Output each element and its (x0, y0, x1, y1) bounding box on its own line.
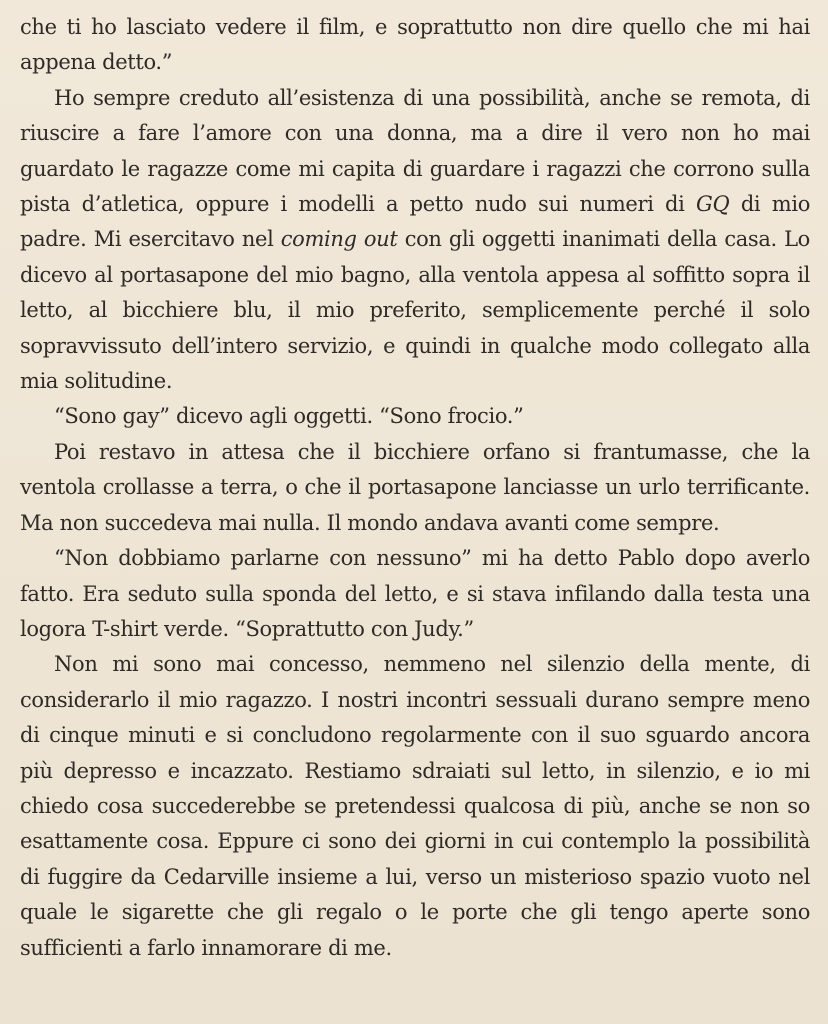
paragraph (20, 541, 817, 647)
body-text (20, 10, 817, 966)
italic-phrase: coming out (280, 227, 398, 252)
paragraph-text: che ti ho lasciato vedere il film, e soprattutto non dire quello che mi hai appena detto.” (20, 15, 817, 75)
paragraph-text: Poi restavo in attesa che il bicchiere orfano si frantumasse, che la ventola crollasse a terra, o che il portasapone lanciasse un urlo terrificante. Ma non succedeva mai nulla. Il mondo andava avanti come sempre. (20, 439, 817, 535)
paragraph-text: “Non dobbiamo parlarne con nessuno” mi ha detto Pablo dopo averlo fatto. Era seduto sulla sponda del letto, e si stava infilando dalla testa una logora T-shirt verde. “Soprattutto con Judy.” (20, 546, 817, 641)
paragraph (20, 399, 810, 434)
paragraph-text: con gli oggetti inanimati della casa. Lo dicevo al portasapone del mio bagno, alla ventola appesa al soffitto sopra il letto, al bicchiere blu, il mio preferito, semplicemente perché il solo sopravvissuto dell’intero servizio, e quindi in qualche modo collegato alla mia solitudine. (20, 227, 817, 394)
paragraph (20, 647, 817, 966)
paragraph-text: Non mi sono mai concesso, nemmeno nel silenzio della mente, di considerarlo il mio ragazzo. I nostri incontri sessuali durano sempre meno di cinque minuti e si concludono regolarmente con il suo sguardo ancora più depresso e incazzato. Restiamo sdraiati sul letto, in silenzio, e io mi chiedo cosa succederebbe se pretendessi qualcosa di più, anche se non so esattamente cosa. Eppure ci sono dei giorni in cui contemplo la possibilità di fuggire da Cedarville insieme a lui, verso un misterioso spazio vuoto nel quale le sigarette che gli regalo o le porte che gli tengo aperte sono sufficienti a farlo innamorare di me. (20, 652, 817, 960)
paragraph-text: di mio padre. Mi esercitavo nel (20, 192, 817, 252)
paragraph (20, 81, 817, 400)
paragraph-text: “Sono gay” dicevo agli oggetti. “Sono frocio.” (54, 404, 524, 429)
paragraph-text: Ho sempre creduto all’esistenza di una possibilità, anche se remota, di riuscire a fare l’amore con una donna, ma a dire il vero non ho mai guardato le ragazze come mi capita di guardare i ragazzi che corrono sulla pista d’atletica, oppure i modelli a petto nudo sui numeri di (20, 85, 817, 217)
magazine-title: GQ (696, 192, 730, 217)
paragraph (20, 435, 817, 541)
paragraph (20, 10, 817, 81)
